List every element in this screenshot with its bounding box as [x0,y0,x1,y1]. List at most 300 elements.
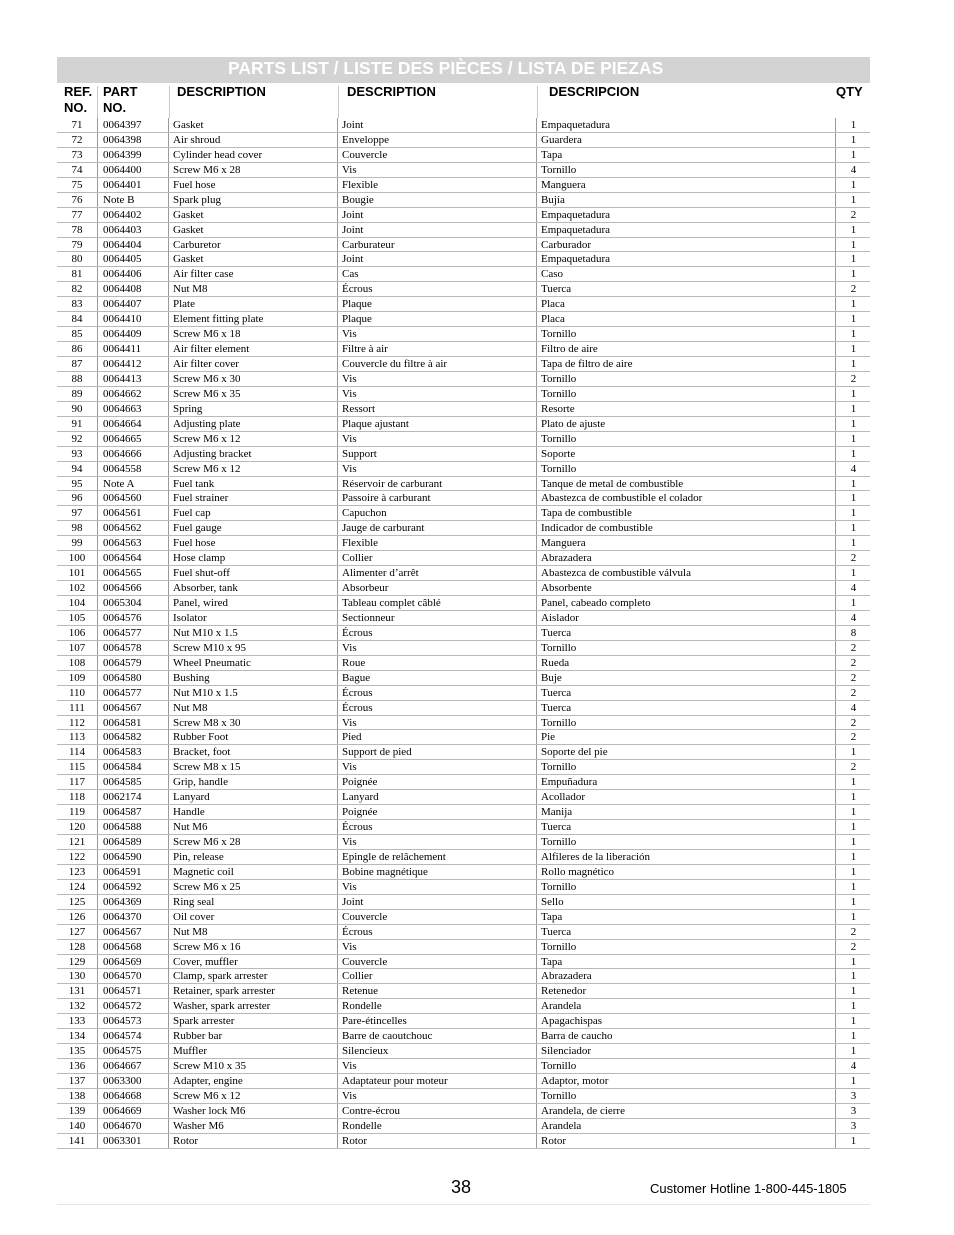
cell-description-es: Tornillo [538,880,836,894]
cell-description-es: Carburador [538,238,836,252]
page-number: 38 [451,1177,472,1197]
cell-description-es: Manija [538,805,836,819]
cell-description-en: Gasket [170,252,338,266]
table-row [57,372,870,387]
cell-qty: 1 [850,567,857,580]
table-row [57,850,870,865]
table-row [57,1089,870,1104]
cell-part-no: 0064406 [98,267,169,281]
cell-description-en: Nut M8 [170,701,338,715]
cell-description-fr: Passoire à carburant [339,491,537,505]
cell-qty: 1 [850,313,857,326]
cell-description-en: Spark arrester [170,1014,338,1028]
cell-qty: 1 [850,985,857,998]
cell-qty: 4 [850,701,857,714]
cell-description-es: Tornillo [538,327,836,341]
cell-description-en: Fuel cap [170,506,338,520]
cell-description-fr: Carburateur [339,238,537,252]
cell-ref-no: 137 [57,1074,98,1088]
cell-part-no: 0064590 [98,850,169,864]
cell-description-en: Nut M10 x 1.5 [170,686,338,700]
table-row [57,342,870,357]
cell-part-no: 0064410 [98,312,169,326]
cell-description-es: Filtro de aire [538,342,836,356]
cell-part-no: 0064411 [98,342,169,356]
cell-qty: 1 [850,343,857,356]
cell-qty: 2 [850,925,857,938]
header-description-fr: DESCRIPTION [347,84,436,99]
cell-qty: 4 [850,611,857,624]
cell-part-no: 0064409 [98,327,169,341]
cell-qty: 1 [850,492,857,505]
cell-description-es: Tornillo [538,387,836,401]
cell-description-en: Muffler [170,1044,338,1058]
table-row [57,984,870,999]
cell-ref-no: 87 [57,357,98,371]
table-row [57,536,870,551]
cell-part-no: 0064663 [98,402,169,416]
cell-description-fr: Flexible [339,178,537,192]
table-row [57,745,870,760]
cell-qty: 1 [850,791,857,804]
cell-description-es: Adaptor, motor [538,1074,836,1088]
cell-part-no: 0064576 [98,611,169,625]
table-row [57,701,870,716]
cell-ref-no: 90 [57,402,98,416]
cell-description-en: Element fitting plate [170,312,338,326]
cell-ref-no: 100 [57,551,98,565]
table-row [57,835,870,850]
cell-part-no: 0064558 [98,462,169,476]
cell-description-en: Fuel gauge [170,521,338,535]
cell-ref-no: 109 [57,671,98,685]
cell-qty: 1 [850,776,857,789]
table-row [57,148,870,163]
cell-part-no: 0064568 [98,940,169,954]
cell-description-en: Grip, handle [170,775,338,789]
cell-description-en: Absorber, tank [170,581,338,595]
cell-description-fr: Plaque [339,297,537,311]
cell-part-no: 0064585 [98,775,169,789]
cell-part-no: 0064369 [98,895,169,909]
cell-description-en: Fuel strainer [170,491,338,505]
cell-part-no: 0064577 [98,626,169,640]
cell-qty: 1 [850,522,857,535]
table-row [57,402,870,417]
cell-description-es: Panel, cabeado completo [538,596,836,610]
cell-description-en: Gasket [170,118,338,132]
cell-description-es: Abastezca de combustible el colador [538,491,836,505]
cell-description-es: Tuerca [538,282,836,296]
cell-ref-no: 76 [57,193,98,207]
cell-part-no: 0064589 [98,835,169,849]
cell-description-fr: Vis [339,163,537,177]
cell-qty: 1 [850,836,857,848]
cell-part-no: 0064665 [98,432,169,446]
cell-description-fr: Rondelle [339,1119,537,1133]
cell-ref-no: 82 [57,282,98,296]
cell-description-en: Spark plug [170,193,338,207]
cell-ref-no: 80 [57,252,98,266]
cell-description-fr: Couvercle du filtre à air [339,357,537,371]
cell-description-en: Bushing [170,671,338,685]
table-row [57,357,870,372]
cell-description-en: Screw M8 x 15 [170,760,338,774]
cell-qty: 1 [850,806,857,819]
cell-ref-no: 83 [57,297,98,311]
cell-description-es: Tuerca [538,925,836,939]
cell-qty: 1 [850,1000,857,1013]
cell-part-no: Note A [98,477,169,491]
cell-ref-no: 86 [57,342,98,356]
cell-description-fr: Bague [339,671,537,685]
cell-part-no: 0064370 [98,910,169,924]
cell-part-no: 0064563 [98,536,169,550]
cell-description-fr: Écrous [339,686,537,700]
cell-part-no: 0064581 [98,716,169,730]
cell-qty: 1 [850,970,857,983]
cell-description-en: Adapter, engine [170,1074,338,1088]
cell-description-es: Tornillo [538,835,836,849]
table-row [57,238,870,253]
cell-ref-no: 121 [57,835,98,849]
table-row [57,282,870,297]
header-part-no [103,83,137,119]
table-row [57,865,870,880]
cell-description-fr: Absorbeur [339,581,537,595]
cell-description-fr: Epingle de relâchement [339,850,537,864]
cell-ref-no: 129 [57,955,98,969]
table-row [57,925,870,940]
cell-ref-no: 84 [57,312,98,326]
cell-description-fr: Joint [339,252,537,266]
cell-description-es: Tuerca [538,626,836,640]
table-row [57,716,870,731]
cell-qty: 2 [850,731,857,744]
table-row [57,327,870,342]
table-row [57,955,870,970]
cell-description-en: Gasket [170,208,338,222]
cell-description-fr: Couvercle [339,148,537,162]
cell-qty: 1 [850,447,857,460]
cell-description-fr: Sectionneur [339,611,537,625]
cell-description-fr: Collier [339,969,537,983]
header-ref-label-line2: NO. [64,100,88,115]
cell-part-no: 0064561 [98,506,169,520]
cell-ref-no: 97 [57,506,98,520]
cell-qty: 4 [850,582,857,595]
cell-description-en: Screw M10 x 95 [170,641,338,655]
cell-description-es: Tornillo [538,372,836,386]
cell-description-es: Caso [538,267,836,281]
cell-description-fr: Collier [339,551,537,565]
table-row [57,641,870,656]
cell-part-no: 0064578 [98,641,169,655]
cell-description-fr: Adaptateur pour moteur [339,1074,537,1088]
cell-description-fr: Flexible [339,536,537,550]
cell-qty: 1 [850,477,857,490]
cell-ref-no: 104 [57,596,98,610]
cell-part-no: 0064573 [98,1014,169,1028]
cell-description-es: Tornillo [538,462,836,476]
cell-ref-no: 133 [57,1014,98,1028]
cell-description-es: Aislador [538,611,836,625]
table-row [57,671,870,686]
cell-description-en: Screw M8 x 30 [170,716,338,730]
cell-description-es: Empaquetadura [538,223,836,237]
table-row [57,611,870,626]
cell-ref-no: 119 [57,805,98,819]
cell-qty: 1 [850,895,857,908]
cell-description-fr: Vis [339,716,537,730]
cell-part-no: 0064404 [98,238,169,252]
cell-part-no: 0064570 [98,969,169,983]
table-row [57,1134,870,1149]
cell-description-en: Isolator [170,611,338,625]
table-row [57,790,870,805]
cell-part-no: 0064569 [98,955,169,969]
header-description-en: DESCRIPTION [177,84,266,99]
table-row [57,940,870,955]
cell-part-no: 0064577 [98,686,169,700]
cell-description-fr: Vis [339,432,537,446]
cell-description-es: Placa [538,312,836,326]
table-row [57,491,870,506]
cell-description-en: Fuel shut-off [170,566,338,580]
cell-qty: 1 [850,148,857,161]
cell-qty: 1 [850,865,857,878]
cell-part-no: 0064397 [98,118,169,132]
cell-description-fr: Contre-écrou [339,1104,537,1118]
cell-qty: 1 [850,597,857,609]
cell-description-en: Bracket, foot [170,745,338,759]
cell-description-fr: Support [339,447,537,461]
cell-ref-no: 75 [57,178,98,192]
cell-description-es: Tapa [538,910,836,924]
table-row [57,297,870,312]
cell-part-no: 0064666 [98,447,169,461]
header-description-es: DESCRIPCION [549,84,640,99]
cell-description-fr: Retenue [339,984,537,998]
cell-description-es: Abastezca de combustible válvula [538,566,836,580]
cell-description-es: Arandela [538,1119,836,1133]
cell-description-fr: Rotor [339,1134,537,1148]
cell-description-en: Screw M6 x 18 [170,327,338,341]
cell-description-fr: Écrous [339,925,537,939]
cell-description-en: Nut M6 [170,820,338,834]
cell-part-no: 0064405 [98,252,169,266]
cell-description-fr: Couvercle [339,910,537,924]
cell-description-es: Tapa [538,148,836,162]
cell-description-en: Screw M6 x 12 [170,432,338,446]
table-row [57,208,870,223]
cell-description-en: Adjusting bracket [170,447,338,461]
cell-part-no: 0064592 [98,880,169,894]
cell-qty: 1 [850,1045,857,1058]
cell-qty: 3 [850,1089,857,1102]
cell-qty: 1 [850,119,857,131]
cell-part-no: 0064407 [98,297,169,311]
table-row [57,686,870,701]
cell-description-fr: Écrous [339,820,537,834]
cell-ref-no: 108 [57,656,98,670]
cell-ref-no: 135 [57,1044,98,1058]
cell-qty: 2 [850,641,857,654]
cell-description-es: Sello [538,895,836,909]
table-row [57,387,870,402]
cell-part-no: 0064668 [98,1089,169,1103]
cell-part-no: 0064582 [98,730,169,744]
cell-qty: 1 [850,507,857,520]
cell-description-en: Oil cover [170,910,338,924]
cell-part-no: 0064567 [98,701,169,715]
table-row [57,760,870,775]
cell-ref-no: 92 [57,432,98,446]
cell-description-en: Plate [170,297,338,311]
cell-description-es: Empuñadura [538,775,836,789]
cell-description-es: Soporte [538,447,836,461]
cell-ref-no: 115 [57,760,98,774]
cell-part-no: 0064583 [98,745,169,759]
cell-description-fr: Réservoir de carburant [339,477,537,491]
table-row [57,462,870,477]
cell-qty: 3 [850,1104,857,1117]
cell-ref-no: 125 [57,895,98,909]
cell-description-fr: Filtre à air [339,342,537,356]
cell-qty: 1 [850,955,857,968]
cell-description-fr: Joint [339,208,537,222]
cell-part-no: 0065304 [98,596,169,610]
cell-description-es: Tapa [538,955,836,969]
table-row [57,551,870,566]
cell-description-es: Tanque de metal de combustible [538,477,836,491]
cell-description-fr: Poignée [339,775,537,789]
table-row [57,1029,870,1044]
cell-description-fr: Joint [339,223,537,237]
cell-description-fr: Vis [339,372,537,386]
cell-ref-no: 118 [57,790,98,804]
cell-qty: 1 [850,223,857,236]
cell-ref-no: 110 [57,686,98,700]
cell-part-no: 0064662 [98,387,169,401]
cell-description-es: Soporte del pie [538,745,836,759]
cell-description-en: Screw M6 x 30 [170,372,338,386]
cell-description-en: Rotor [170,1134,338,1148]
table-row [57,417,870,432]
cell-ref-no: 88 [57,372,98,386]
cell-description-en: Air filter element [170,342,338,356]
cell-part-no: 0064670 [98,1119,169,1133]
table-row [57,252,870,267]
cell-qty: 1 [850,821,857,834]
cell-description-en: Washer, spark arrester [170,999,338,1013]
cell-description-es: Tornillo [538,641,836,655]
cell-ref-no: 132 [57,999,98,1013]
table-row [57,118,870,133]
cell-ref-no: 71 [57,118,98,132]
table-row [57,193,870,208]
cell-description-es: Retenedor [538,984,836,998]
cell-description-fr: Vis [339,641,537,655]
table-row [57,820,870,835]
cell-ref-no: 77 [57,208,98,222]
cell-part-no: 0064667 [98,1059,169,1073]
cell-description-es: Rueda [538,656,836,670]
cell-qty: 1 [850,193,857,206]
cell-qty: 1 [850,432,857,445]
table-row [57,1014,870,1029]
cell-description-es: Empaquetadura [538,208,836,222]
cell-description-es: Tornillo [538,432,836,446]
cell-ref-no: 111 [57,701,98,715]
cell-description-es: Placa [538,297,836,311]
cell-ref-no: 128 [57,940,98,954]
cell-description-es: Manguera [538,178,836,192]
cell-description-fr: Bobine magnétique [339,865,537,879]
cell-part-no: 0064588 [98,820,169,834]
cell-ref-no: 89 [57,387,98,401]
cell-ref-no: 112 [57,716,98,730]
cell-description-es: Manguera [538,536,836,550]
cell-description-es: Rollo magnético [538,865,836,879]
cell-part-no: Note B [98,193,169,207]
cell-qty: 4 [850,1060,857,1073]
cell-description-es: Arandela, de cierre [538,1104,836,1118]
cell-qty: 2 [850,552,857,565]
cell-description-es: Bujía [538,193,836,207]
cell-ref-no: 131 [57,984,98,998]
cell-description-fr: Enveloppe [339,133,537,147]
cell-part-no: 0064566 [98,581,169,595]
cell-description-es: Tornillo [538,1089,836,1103]
cell-part-no: 0064403 [98,223,169,237]
cell-qty: 2 [850,283,857,296]
cell-qty: 2 [850,940,857,953]
cell-description-en: Clamp, spark arrester [170,969,338,983]
cell-qty: 1 [850,746,857,759]
cell-description-fr: Joint [339,118,537,132]
cell-qty: 4 [850,163,857,176]
header-qty: QTY [836,84,863,99]
cell-description-en: Rubber bar [170,1029,338,1043]
cell-description-fr: Rondelle [339,999,537,1013]
cell-ref-no: 72 [57,133,98,147]
table-row [57,566,870,581]
cell-ref-no: 114 [57,745,98,759]
header-divider [97,86,98,118]
cell-qty: 2 [850,656,857,669]
cell-part-no: 0064579 [98,656,169,670]
cell-description-en: Screw M6 x 25 [170,880,338,894]
cell-description-fr: Support de pied [339,745,537,759]
cell-ref-no: 126 [57,910,98,924]
cell-description-fr: Lanyard [339,790,537,804]
cell-part-no: 0064412 [98,357,169,371]
header-part-label: PART [103,84,138,99]
cell-description-en: Rubber Foot [170,730,338,744]
cell-ref-no: 117 [57,775,98,789]
cell-qty: 1 [850,537,857,550]
cell-part-no: 0064402 [98,208,169,222]
cell-description-en: Retainer, spark arrester [170,984,338,998]
cell-qty: 1 [850,387,857,400]
cell-description-en: Carburetor [170,238,338,252]
cell-description-en: Screw M6 x 28 [170,163,338,177]
cell-description-fr: Plaque [339,312,537,326]
cell-description-fr: Écrous [339,701,537,715]
cell-description-en: Fuel hose [170,178,338,192]
table-row [57,626,870,641]
